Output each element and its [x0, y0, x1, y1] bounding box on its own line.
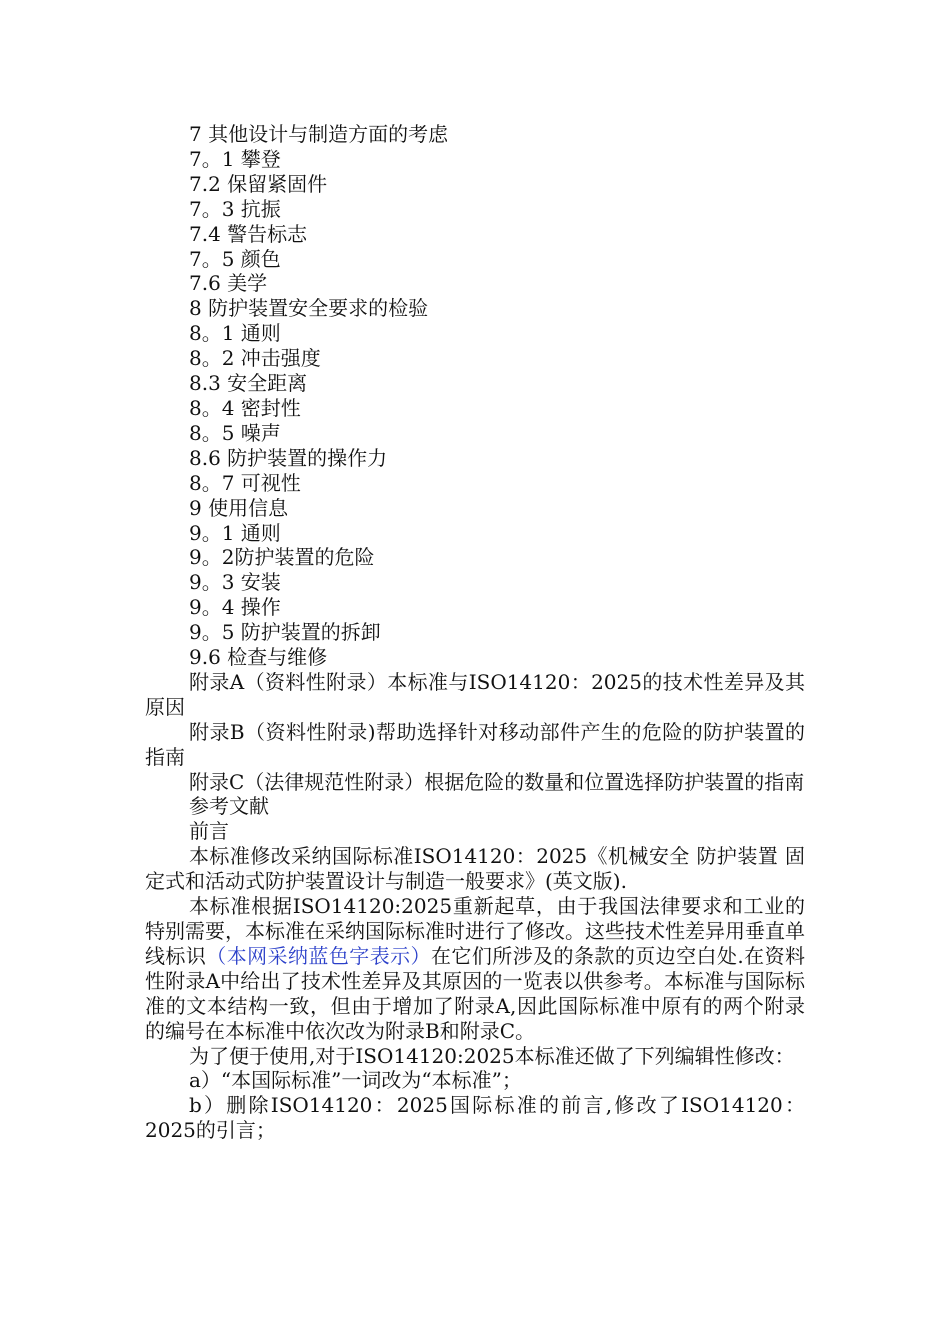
toc-list	[145, 122, 805, 670]
toc-item: 9。3 安装	[189, 570, 281, 595]
foreword-body	[145, 844, 805, 1143]
toc-item: 8.3 安全距离	[189, 371, 308, 396]
toc-item: 8.6 防护装置的操作力	[189, 445, 388, 470]
toc-item: 7。1 攀登	[189, 146, 281, 171]
list-item-b: b）删除ISO14120：2025国际标准的前言,修改了ISO14120：2025的引言；	[145, 1093, 805, 1143]
foreword-paragraph: 为了便于使用,对于ISO14120:2025本标准还做了下列编辑性修改：	[189, 1043, 795, 1068]
foreword-heading: 前言	[189, 819, 229, 844]
toc-item: 9 使用信息	[189, 495, 289, 520]
toc-item: 9。5 防护装置的拆卸	[189, 620, 381, 645]
toc-item: 7。5 颜色	[189, 246, 281, 271]
paragraph-text: 在它们所涉及的条款的页边空白处.在资料性附录A中给出了技术性差异及其原因的一览表以供参考。本标准与国际标准的文本结构一致，但由于增加了附录A,因此国际标准中原有的两个附录的编号在本标准中依次改为附录B和附录C。	[145, 943, 806, 1043]
toc-item: 8。1 通则	[189, 321, 281, 346]
references-heading: 参考文献	[189, 794, 269, 819]
foreword-paragraph	[145, 894, 805, 1043]
toc-item: 8。5 噪声	[189, 420, 281, 445]
list-item-a: a）“本国际标准”一词改为“本标准”；	[189, 1068, 522, 1093]
toc-item: 7.4 警告标志	[189, 221, 308, 246]
toc-item: 7。3 抗振	[189, 196, 281, 221]
foreword-paragraph: 本标准修改采纳国际标准ISO14120：2025《机械安全 防护装置 固定式和活动式防护装置设计与制造一般要求》(英文版).	[145, 844, 805, 894]
toc-item: 7.2 保留紧固件	[189, 171, 328, 196]
toc-item: 9。4 操作	[189, 595, 281, 620]
appendix-item-b: 附录B（资料性附录)帮助选择针对移动部件产生的危险的防护装置的指南	[145, 719, 805, 769]
toc-item: 9。1 通则	[189, 520, 281, 545]
toc-item: 8 防护装置安全要求的检验	[189, 296, 429, 321]
toc-item: 8。7 可视性	[189, 470, 301, 495]
toc-item: 7 其他设计与制造方面的考虑	[189, 122, 449, 146]
toc-item: 8。4 密封性	[189, 395, 301, 420]
toc-item: 9.6 检查与维修	[189, 645, 328, 670]
document-page	[145, 122, 805, 1143]
appendix-item-a: 附录A（资料性附录）本标准与ISO14120：2025的技术性差异及其原因	[145, 669, 805, 719]
toc-item: 9。2防护装置的危险	[189, 545, 375, 570]
blue-highlight-text: （本网采纳蓝色字表示）	[206, 943, 431, 968]
toc-item: 7.6 美学	[189, 271, 268, 296]
appendix-item-c: 附录C（法律规范性附录）根据危险的数量和位置选择防护装置的指南	[189, 769, 805, 794]
toc-item: 8。2 冲击强度	[189, 346, 321, 371]
appendix-list	[145, 670, 805, 795]
paragraph-text: 本标准根据ISO14120:2025重新起草，由于我国法律要求和工业的特别需要，本标准在采纳国际标准时进行了修改。这些技术性差异用垂直单线标识	[145, 894, 805, 968]
